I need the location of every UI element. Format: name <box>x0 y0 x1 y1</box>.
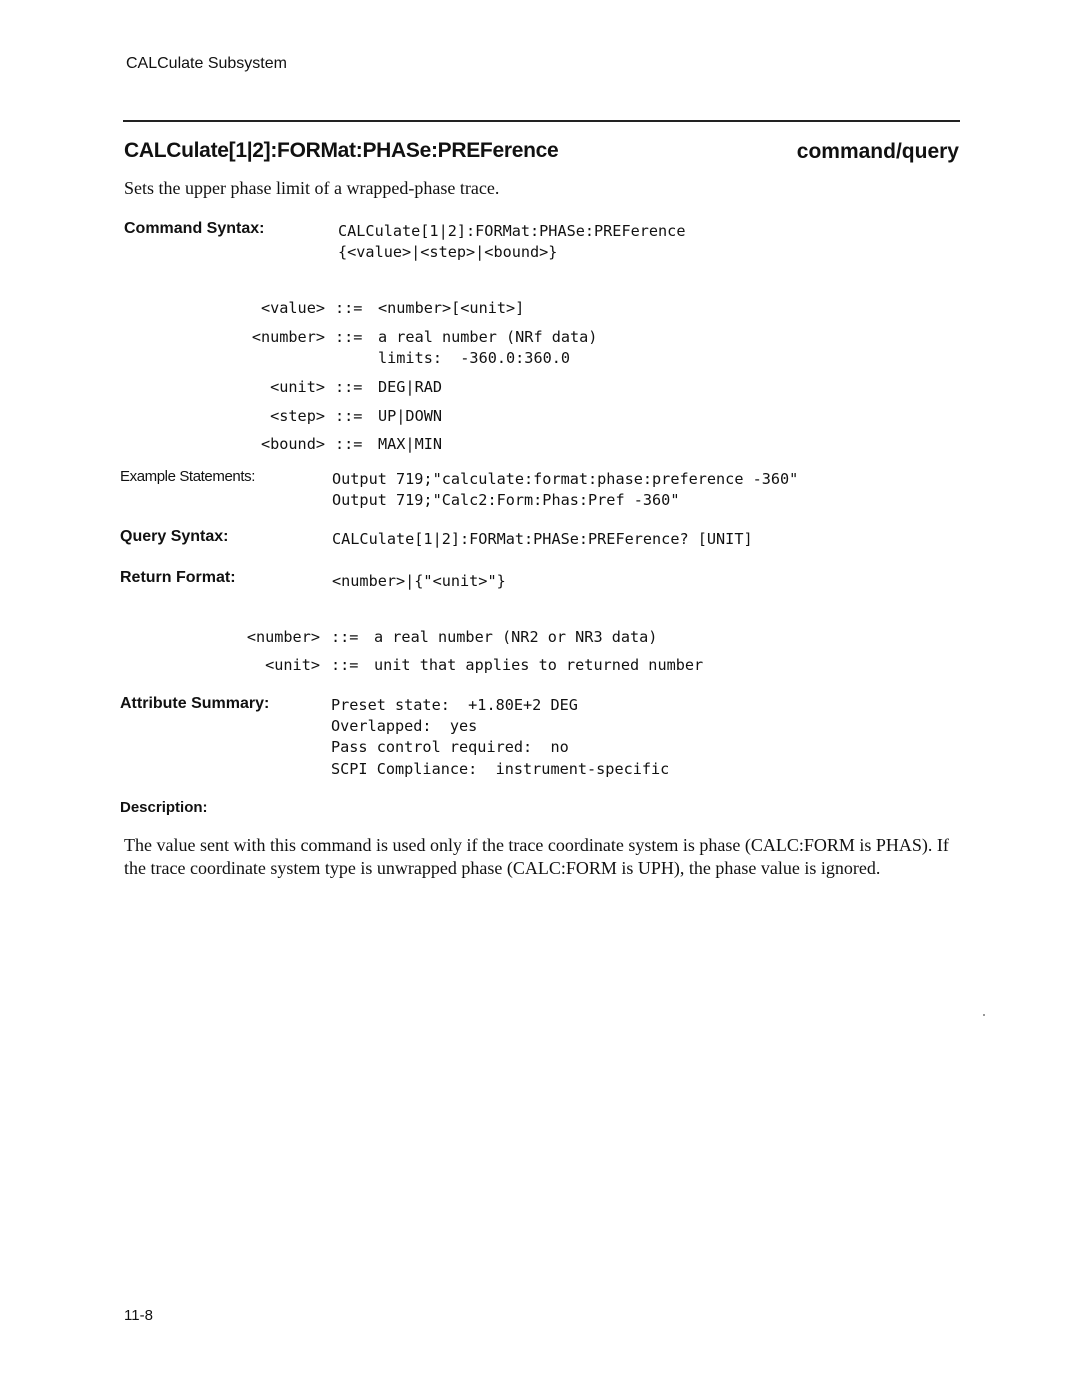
example-statement-1: Output 719;"calculate:format:phase:preference -360" <box>332 470 799 488</box>
command-syntax-label: Command Syntax: <box>124 220 265 237</box>
return-format-label: Return Format: <box>120 569 236 586</box>
return-def-number-definition: a real number (NR2 or NR3 data) <box>374 628 658 646</box>
attribute-overlapped: Overlapped: yes <box>331 717 478 735</box>
command-syntax-line1: CALCulate[1|2]:FORMat:PHASe:PREFerence <box>338 222 686 240</box>
running-head: CALCulate Subsystem <box>126 55 287 72</box>
example-statement-2: Output 719;"Calc2:Form:Phas:Pref -360" <box>332 491 680 509</box>
def-sep: ::= <box>335 407 363 425</box>
def-term-value: <value> <box>260 299 325 317</box>
def-term-bound: <bound> <box>260 435 325 453</box>
def-sep: ::= <box>331 656 359 674</box>
def-number-definition: a real number (NRf data) <box>378 328 598 346</box>
def-sep: ::= <box>335 328 363 346</box>
def-value-definition: <number>[<unit>] <box>378 299 525 317</box>
command-title: CALCulate[1|2]:FORMat:PHASe:PREFerence <box>124 139 559 162</box>
intro-text: Sets the upper phase limit of a wrapped-phase trace. <box>124 178 500 198</box>
def-term-step: <step> <box>270 407 325 425</box>
def-number-limits: limits: -360.0:360.0 <box>378 349 571 367</box>
page-number: 11-8 <box>124 1307 153 1324</box>
attribute-summary-label: Attribute Summary: <box>120 695 270 712</box>
description-text: The value sent with this command is used only if the trace coordinate system is phase (CALC:FORM is PHAS). If the trace coordinate system type is unwrapped phase (CALC:FORM is UPH), the phase value is ignored. <box>124 835 949 878</box>
scan-speck <box>983 1014 985 1016</box>
def-bound-definition: MAX|MIN <box>378 435 443 453</box>
return-def-unit-definition: unit that applies to returned number <box>374 656 704 674</box>
command-type: command/query <box>796 140 959 163</box>
attribute-pass-control: Pass control required: no <box>331 738 569 756</box>
header-rule <box>123 120 960 122</box>
def-sep: ::= <box>331 628 359 646</box>
query-syntax-label: Query Syntax: <box>120 528 229 545</box>
return-def-term-number: <number> <box>246 628 320 646</box>
def-term-unit: <unit> <box>270 378 325 396</box>
def-sep: ::= <box>335 435 363 453</box>
example-statements-label: Example Statements: <box>120 468 255 485</box>
def-term-number: <number> <box>251 328 325 346</box>
description-label: Description: <box>120 799 208 816</box>
def-unit-definition: DEG|RAD <box>378 378 443 396</box>
return-def-term-unit: <unit> <box>265 656 320 674</box>
attribute-preset-state: Preset state: +1.80E+2 DEG <box>331 696 578 714</box>
command-syntax-line2: {<value>|<step>|<bound>} <box>338 243 558 261</box>
def-sep: ::= <box>335 299 363 317</box>
def-sep: ::= <box>335 378 363 396</box>
query-syntax-value: CALCulate[1|2]:FORMat:PHASe:PREFerence? [UNIT] <box>332 530 753 548</box>
attribute-scpi-compliance: SCPI Compliance: instrument-specific <box>331 760 670 778</box>
return-format-value: <number>|{"<unit>"} <box>332 572 506 590</box>
def-step-definition: UP|DOWN <box>378 407 443 425</box>
